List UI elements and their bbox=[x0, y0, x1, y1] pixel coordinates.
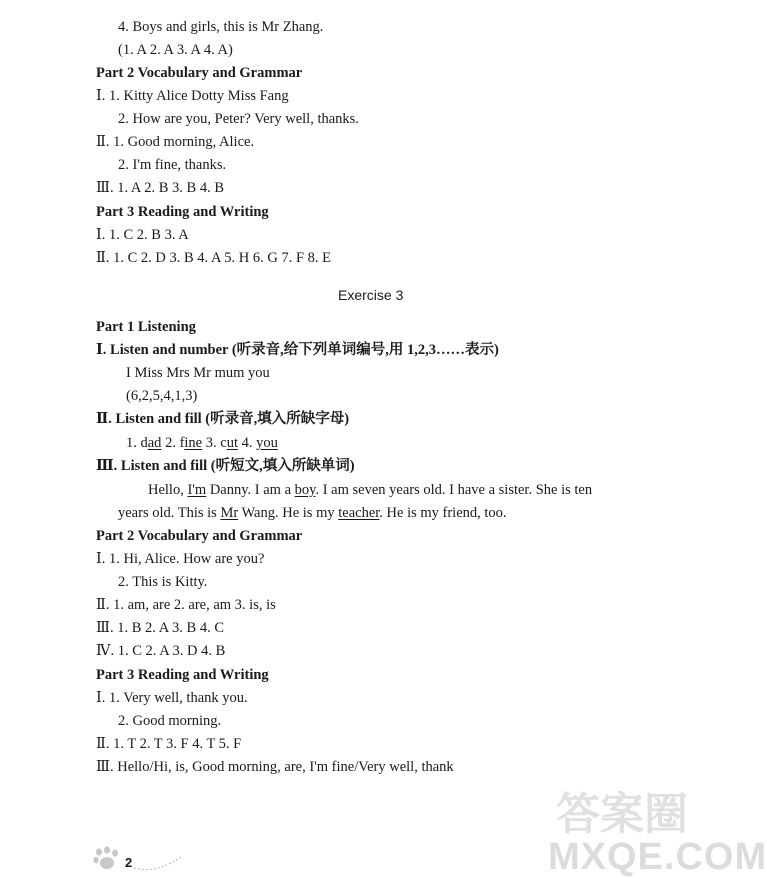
answer-line: 2. I'm fine, thanks. bbox=[118, 157, 227, 173]
page-number: 2 bbox=[125, 855, 133, 870]
item-number: 2. f bbox=[161, 435, 185, 451]
section-heading: Part 1 Listening bbox=[96, 319, 196, 335]
answer-line: I Miss Mrs Mr mum you bbox=[126, 365, 270, 381]
filled-word: I'm bbox=[187, 482, 207, 498]
answer-line: Ⅰ. 1. Very well, thank you. bbox=[96, 690, 248, 706]
filled-word: Mr bbox=[220, 505, 239, 521]
answer-line: Ⅲ. Hello/Hi, is, Good morning, are, I'm fine/Very well, thank bbox=[96, 759, 454, 775]
passage-text: Hello, bbox=[148, 482, 188, 498]
fill-answer-line bbox=[126, 434, 278, 452]
answer-line: 2. Good morning. bbox=[118, 713, 222, 729]
passage-line bbox=[118, 504, 507, 522]
item-number: 4. bbox=[237, 435, 257, 451]
section-heading: Part 2 Vocabulary and Grammar bbox=[96, 65, 303, 81]
filled-letters: ine bbox=[184, 435, 203, 451]
answer-line: Ⅱ. 1. Good morning, Alice. bbox=[96, 134, 255, 150]
answer-line: (6,2,5,4,1,3) bbox=[126, 388, 198, 404]
question-heading: Ⅱ. Listen and fill (听录音,填入所缺字母) bbox=[96, 411, 350, 427]
item-number: 1. d bbox=[126, 435, 148, 451]
answer-line: Ⅱ. 1. T 2. T 3. F 4. T 5. F bbox=[96, 736, 242, 752]
question-heading: Ⅰ. Listen and number (听录音,给下列单词编号,用 1,2,3……表示) bbox=[96, 342, 499, 358]
answer-line: Ⅱ. 1. C 2. D 3. B 4. A 5. H 6. G 7. F 8. E bbox=[96, 250, 332, 266]
section-heading: Part 3 Reading and Writing bbox=[96, 204, 269, 220]
decorative-arc bbox=[132, 852, 184, 872]
passage-text: years old. This is bbox=[118, 505, 221, 521]
question-heading: Ⅲ. Listen and fill (听短文,填入所缺单词) bbox=[96, 458, 355, 474]
passage-text: Wang. He is my bbox=[238, 505, 339, 521]
answer-line: Ⅲ. 1. A 2. B 3. B 4. B bbox=[96, 180, 224, 196]
filled-word: teacher bbox=[338, 505, 380, 521]
answer-line: Ⅱ. 1. am, are 2. are, am 3. is, is bbox=[96, 597, 276, 613]
answer-line: Ⅰ. 1. Hi, Alice. How are you? bbox=[96, 551, 265, 567]
answer-line: 2. How are you, Peter? Very well, thanks. bbox=[118, 111, 359, 127]
passage-line bbox=[148, 481, 592, 499]
answer-line: Ⅰ. 1. Kitty Alice Dotty Miss Fang bbox=[96, 88, 289, 104]
filled-letters: ut bbox=[226, 435, 238, 451]
filled-letters: you bbox=[256, 435, 278, 451]
answer-line: Ⅲ. 1. B 2. A 3. B 4. C bbox=[96, 620, 224, 636]
section-heading: Part 3 Reading and Writing bbox=[96, 667, 269, 683]
answer-line: Ⅳ. 1. C 2. A 3. D 4. B bbox=[96, 643, 226, 659]
passage-text: . He is my friend, too. bbox=[379, 505, 507, 521]
answer-line: Ⅰ. 1. C 2. B 3. A bbox=[96, 227, 189, 243]
passage-text: . I am seven years old. I have a sister. She is ten bbox=[315, 482, 593, 498]
answer-line: 4. Boys and girls, this is Mr Zhang. bbox=[118, 19, 324, 35]
answer-line: 2. This is Kitty. bbox=[118, 574, 208, 590]
item-number: 3. c bbox=[202, 435, 227, 451]
watermark-logo: 答案圈 bbox=[556, 789, 688, 840]
answer-line: (1. A 2. A 3. A 4. A) bbox=[118, 42, 233, 58]
exercise-title: Exercise 3 bbox=[338, 287, 404, 303]
section-heading: Part 2 Vocabulary and Grammar bbox=[96, 528, 303, 544]
filled-word: boy bbox=[294, 482, 316, 498]
paw-icon bbox=[92, 846, 124, 872]
watermark-text: MXQE.COM bbox=[548, 836, 767, 878]
filled-letters: ad bbox=[147, 435, 162, 451]
passage-text: Danny. I am a bbox=[206, 482, 295, 498]
